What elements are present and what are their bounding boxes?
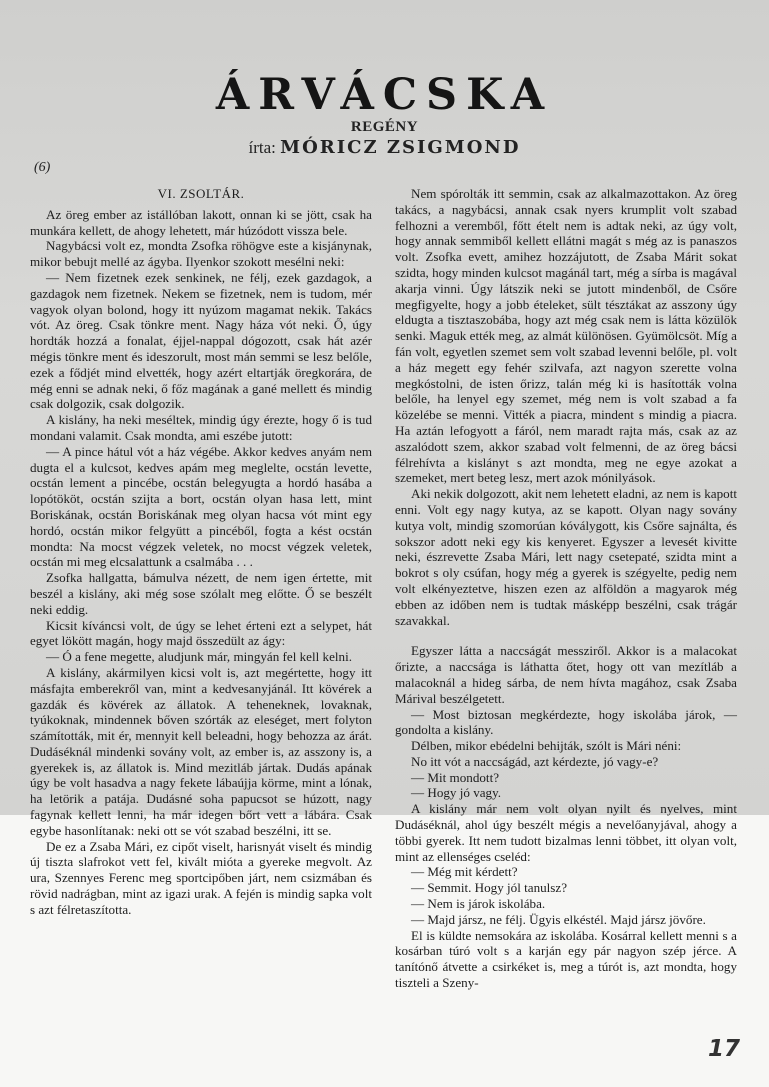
paragraph: — Még mit kérdett?: [411, 864, 518, 880]
paragraph: A kislány már nem volt olyan nyilt és nyelves, mint Dudáséknál, ahol úgy beszélt mégis a nevelőanyjával, ahogy a többi gyerek. Itt nem tudott bizalmas lenni többet, itt olyan volt, mint az ellenséges cseléd:: [395, 801, 737, 864]
installment-number: (6): [34, 160, 51, 175]
chapter-heading: VI. ZSOLTÁR.: [157, 186, 245, 201]
novel-title: ÁRVÁCSKA: [215, 70, 554, 120]
paragraph: Az öreg ember az istállóban lakott, onnan ki se jött, csak ha munkára kellett, de ahogy lehetett, már húzódott vissza bele.: [30, 206, 372, 238]
paragraph: — Ó a fene megette, aludjunk már, mingyán fel kell kelni.: [46, 649, 352, 665]
page-number: 17: [708, 1036, 741, 1062]
paragraph: A kislány, ha neki meséltek, mindig úgy érezte, hogy ő is tud mondani valamit. Csak mondta, ami eszébe jutott:: [30, 412, 372, 443]
paragraph: — Majd jársz, ne félj. Ügyis elkéstél. Majd jársz jövőre.: [411, 911, 706, 927]
paragraph: — Hogy jó vagy.: [411, 785, 502, 801]
paragraph: — A pince hátul vót a ház végébe. Akkor kedves anyám nem dugta el a kulcsot, kedves apám meg meglelte, ocstán levette, ocstán lement a pincébe, ocstán belegyugta a hordó hasába a lopótököt, ocstán szijta a bort, ocstán olyan hasa lett, mint Boriskának, ocstán Boriskának meg olyan hacsa vót mint egy hordó, ocstán mikor felgyütt a pincéből, fogta a kést ocstán mondta: Na mocst végzek veletek, no mocst végzek veletek, ocstán mi meg elcsalattunk a csalmába . . .: [30, 443, 372, 570]
paragraph: Zsofka hallgatta, bámulva nézett, de nem igen értette, mit beszél a kislány, aki még sose szólalt meg előtte. Ő se beszélt neki eddig.: [30, 570, 372, 617]
paragraph: — Nem fizetnek ezek senkinek, ne félj, ezek gazdagok, a gazdagok nem fizetnek. Nekem se fizetnek, nem is tudom, mér vagyok olyan bolond, hogy itt nyúzom magamat nekik. Takács vót. Az öreg. Csak tönkre ment. Nagy háza vót neki. Ő, úgy hordták hozzá a fonalat, éjjel-nappal dógozott, csak hát azér mégis tönkre ment és ideszorult, most mán semmi se lesz belőle, ezek a fődjét mind elvették, hogy azért eltartják öregkorára, de még enni se adnak neki, ő főz magának a gané mellett és mindig csak dolgozik, csak dolgozik.: [30, 269, 372, 412]
paragraph: Nagybácsi volt ez, mondta Zsofka röhögve este a kisjánynak, mikor bebujt mellé az ágyba. Ilyenkor szokott mesélni neki:: [30, 238, 372, 270]
paragraph: — Most biztosan megkérdezte, hogy iskolába járok, — gondolta a kislány.: [395, 706, 737, 738]
paragraph: — Nem is járok iskolába.: [411, 896, 546, 912]
paragraph: — Semmit. Hogy jól tanulsz?: [411, 880, 568, 896]
paragraph: De ez a Zsaba Mári, ez cipőt viselt, harisnyát viselt és mindig új tiszta slafrokot vett fel, kivált mióta a gyereke megvolt. Az ura, Szennyes Ferenc meg sportcipőben járt, nem csizmában és rövid nadrágban, mint az igazi urak. A fején is mindig sapka volt s azt félretaszította.: [30, 838, 372, 917]
paragraph: A kislány, akármilyen kicsi volt is, azt megértette, hogy itt másfajta emberekről van, mint a kedvesanyjánál. Itt kövérek a gazdák és kövérek az állatok. A teheneknek, lovaknak, tyúkoknak, mindennek bőven szórták az eleséget, mert folyton számították, mit ér, mennyit kell beleadni, hogy behozza az árát. Dudáséknál mindenki sovány volt, az ember is, az asszony is, a gyerekek is, az állatok is. Mind mezitláb jártak. Dudás apának úgy be volt hasadva a nagy fekete lábaújja körme, mint a lónak, ha letörik a patája. Dudásné soha papucsot se húzott, nagy fagynak kellett lenni, ha már idegen bőrt vett a lábára. Csak egybe hasonlítanak: neki ott se vót szabad beszélni, itt se.: [30, 664, 372, 838]
byline-prefix: írta:: [248, 138, 281, 157]
paragraph: Nem spórolták itt semmin, csak az alkalmazottakon. Az öreg takács, a nagybácsi, annak csak nyers krumplit volt szabad felhozni a veremből, főtt ételt nem is adtak neki, az úgy volt, hogy annak semmiből kellett ellátni magát s még az is panaszos volt. Zsofka evett, amihez hozzájutott, de Zsaba Márit sokat szidta, hogy minden kulcsot magánál tart, még a sírba is magával akarja vinni. Úgy látszik neki se jutott mindenből, de Csőre megfigyelte, hogy a jobb ételeket, sült tésztákat az asszony úgy eldugta a tisztaszobába, hogy azt még csak nem is látta közülök senki. Maguk ették meg, az almát különösen. Gyümölcsöt. Míg a fán volt, egyetlen szemet sem volt szabad levenni belőle, pl. volt a ház megett egy fehér szilvafa, azt nagyon szerette volna megkóstolni, de isten őrizz, talán még ki is hasították volna belőle, ha lenyel egy szemet, még nem is volt szabad a fa közelébe se menni. Vitték a piacra, mindent s mindig a piacra. Ha aztán lefogyott a fáról, nem maradt rajta más, csak az az aszalódott szem, akkor szabad volt felmenni, de az öreg bácsi félrehívta a kislányt s azt mondta, meg ne egye azokat a szemeket, mert beteg lesz, mert azok mónilyások.: [395, 186, 737, 486]
paragraph: Kicsit kíváncsi volt, de úgy se lehet érteni ezt a selypet, hát egyet lökött magán, hogy majd összedült az ágy:: [30, 617, 372, 649]
paragraph: Aki nekik dolgozott, akit nem lehetett eladni, az nem is kapott enni. Volt egy nagy kutya, az se kapott. Olyan nagy sovány kutya volt, mindig szomorúan kóválygott, kis Csőre sajnálta, és sokszor adott neki egy kis kenyeret. Egyszer a levesét kivitte neki, észrevette Zsaba Mári, lett nagy csetepaté, szidta mint a bokrot s oly csúfan, hogy még a gyerek is szégyelte, pedig nem volt elkényeztetve, hiszen ezen az alföldön a magyarok még ebben az időben nem is tudtak másképp beszélni, csak trágár szavakkal.: [395, 486, 737, 628]
genre-subtitle: REGÉNY: [350, 119, 419, 135]
left-column: [30, 186, 372, 918]
paragraph: El is küldte nemsokára az iskolába. Kosárral kellett menni s a kosárban túró volt s a karján egy pár nagyon szép jérce. A tanítónő átvette a csirkéket is, meg a túrót is, azt mondta, hogy tiszteli a Szeny-: [395, 927, 737, 991]
paragraph: No itt vót a naccságád, azt kérdezte, jó vagy-e?: [411, 753, 659, 769]
section-gap: [395, 628, 737, 643]
author-name: MÓRICZ ZSIGMOND: [280, 137, 521, 158]
paragraph: Egyszer látta a naccságát messziről. Akkor is a malacokat őrizte, a naccsága is láthatta őtet, hogy ott van mezítláb a malacoknál a hideg sárba, de nem hívta magához, csak Zsaba Márival beszélgetett.: [395, 643, 737, 706]
paragraph: Délben, mikor ebédelni behijták, szólt is Mári néni:: [411, 738, 682, 754]
right-column: [395, 186, 737, 991]
byline: [0, 137, 769, 158]
paragraph: — Mit mondott?: [411, 769, 500, 785]
